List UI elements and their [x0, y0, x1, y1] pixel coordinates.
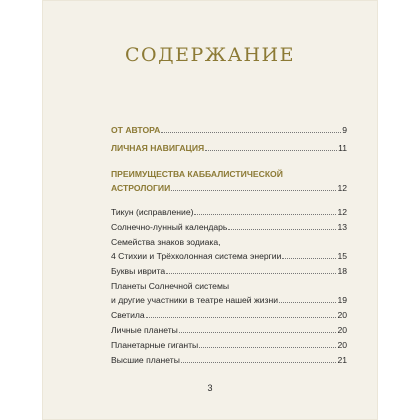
- toc-entry-label: ЛИЧНАЯ НАВИГАЦИЯ: [111, 143, 205, 153]
- dot-leader: [146, 317, 337, 318]
- toc-page-number: 18: [337, 266, 347, 276]
- toc-entry-giant-planets: [111, 339, 347, 351]
- toc-entry-luminaries: [111, 309, 347, 321]
- toc-page-number: 20: [337, 310, 347, 320]
- toc-entry-calendar: [111, 221, 347, 233]
- toc-entry-label: ПРЕИМУЩЕСТВА КАББАЛИСТИЧЕСКОЙ: [111, 169, 283, 179]
- toc-entry-tikun: [111, 206, 347, 218]
- toc-page-number: 12: [337, 183, 347, 193]
- toc-entry-label: Буквы иврита: [111, 266, 166, 276]
- toc-entry-personal-navigation: [111, 142, 347, 154]
- dot-leader: [161, 132, 341, 133]
- toc-page-number: 9: [342, 125, 347, 135]
- toc-entry-label: АСТРОЛОГИИ: [111, 183, 171, 193]
- toc-entry-planets-line1: [111, 280, 347, 292]
- page-number: 3: [207, 383, 213, 393]
- book-page: [42, 0, 378, 420]
- toc-page-number: 11: [338, 143, 347, 153]
- toc-entry-label: Светила: [111, 310, 145, 320]
- dot-leader: [205, 150, 337, 151]
- dot-leader: [194, 214, 336, 215]
- toc-entry-advantages-line2: [111, 182, 347, 194]
- toc-page-number: 20: [337, 325, 347, 335]
- toc-entry-planets-line2: [111, 294, 347, 306]
- toc-entry-label: Солнечно-лунный календарь: [111, 222, 228, 232]
- dot-leader: [279, 302, 336, 303]
- dot-leader: [199, 347, 336, 348]
- toc-entry-label: Планетарные гиганты: [111, 340, 199, 350]
- toc-page-number: 20: [337, 340, 347, 350]
- toc-page-number: 15: [337, 251, 347, 261]
- toc-entry-label: ОТ АВТОРА: [111, 125, 161, 135]
- toc-entry-label: Планеты Солнечной системы: [111, 281, 230, 291]
- toc-entry-label: Личные планеты: [111, 325, 178, 335]
- toc-entry-from-author: [111, 124, 347, 136]
- toc-entry-zodiac-line1: [111, 236, 347, 248]
- dot-leader: [166, 273, 336, 274]
- toc-entry-advantages-line1: [111, 168, 347, 180]
- toc-page-number: 12: [337, 207, 347, 217]
- dot-leader: [181, 362, 337, 363]
- page-title: СОДЕРЖАНИЕ: [125, 44, 295, 66]
- toc-page-number: 19: [337, 295, 347, 305]
- dot-leader: [228, 229, 336, 230]
- toc-entry-label: Высшие планеты: [111, 355, 180, 365]
- toc-entry-label: Тикун (исправление): [111, 207, 194, 217]
- toc-entry-hebrew-letters: [111, 265, 347, 277]
- toc-entry-label: и другие участники в театре нашей жизни: [111, 295, 279, 305]
- toc-entry-personal-planets: [111, 324, 347, 336]
- toc-entry-label: 4 Стихии и Трёхколонная система энергии: [111, 251, 282, 261]
- toc-page-number: 21: [337, 355, 347, 365]
- toc-page-number: 13: [337, 222, 347, 232]
- dot-leader: [282, 258, 336, 259]
- toc-entry-higher-planets: [111, 354, 347, 366]
- dot-leader: [171, 190, 336, 191]
- dot-leader: [179, 332, 337, 333]
- toc-entry-zodiac-line2: [111, 250, 347, 262]
- toc-entry-label: Семейства знаков зодиака,: [111, 237, 221, 247]
